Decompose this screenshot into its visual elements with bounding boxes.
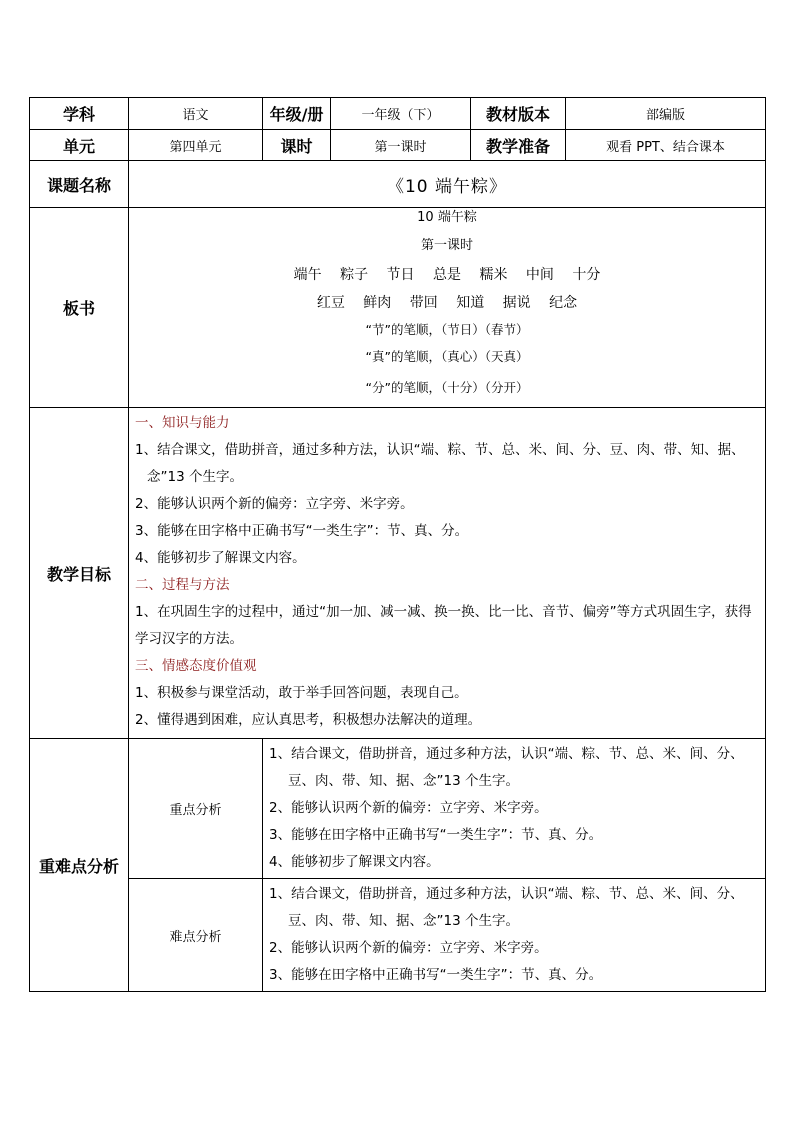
board-row: [30, 208, 766, 408]
header-row-2: [30, 130, 766, 161]
lesson-title-row: [30, 161, 766, 208]
analysis-difficulty-row: [30, 879, 766, 992]
edition-value: 部编版: [566, 98, 766, 130]
prep-value: 观看 PPT、结合课本: [566, 130, 766, 161]
board-stroke-line-1: “节”的笔顺，（节日）（春节）: [365, 322, 529, 337]
analysis-label: 重难点分析: [30, 739, 129, 992]
prep-label: 教学准备: [471, 130, 566, 161]
grade-label: 年级/册: [263, 98, 331, 130]
board-title: 10 端午粽: [417, 210, 477, 225]
goal-knowledge-1: 1、结合课文，借助拼音，通过多种方法，认识“端、粽、节、总、米、间、分、豆、肉、带、知、据、念”13 个生字。: [135, 442, 745, 485]
goals-row: [30, 408, 766, 739]
goals-section-emotion: 三、情感态度价值观: [135, 658, 257, 674]
goals-section-knowledge: 一、知识与能力: [135, 415, 230, 431]
goal-knowledge-4: 4、能够初步了解课文内容。: [135, 550, 306, 566]
goals-content: [129, 408, 766, 739]
goal-knowledge-2: 2、能够认识两个新的偏旁：立字旁、米字旁。: [135, 496, 414, 512]
lesson-title-value: 《10 端午粽》: [129, 161, 766, 208]
goals-section-process: 二、过程与方法: [135, 577, 230, 593]
key-point-2: 2、能够认识两个新的偏旁：立字旁、米字旁。: [269, 800, 548, 816]
unit-label: 单元: [30, 130, 129, 161]
board-stroke-line-3: “分”的笔顺，（十分）（分开）: [365, 380, 529, 395]
goals-label: 教学目标: [30, 408, 129, 739]
lesson-plan-table: [29, 97, 766, 992]
goal-emotion-2: 2、懂得遇到困难，应认真思考，积极想办法解决的道理。: [135, 712, 482, 728]
board-stroke-line-2: “真”的笔顺，（真心）（天真）: [365, 349, 529, 364]
grade-value: 一年级（下）: [331, 98, 471, 130]
key-point-4: 4、能够初步了解课文内容。: [269, 854, 440, 870]
subject-label: 学科: [30, 98, 129, 130]
board-vocab-line-2: 红豆 鲜肉 带回 知道 据说 纪念: [316, 295, 578, 311]
subject-value: 语文: [129, 98, 263, 130]
difficulty-point-3: 3、能够在田字格中正确书写“一类生字”：节、真、分。: [269, 967, 603, 983]
edition-label: 教材版本: [471, 98, 566, 130]
board-label: 板书: [30, 208, 129, 408]
key-point-3: 3、能够在田字格中正确书写“一类生字”：节、真、分。: [269, 827, 603, 843]
board-vocab-line-1: 端午 粽子 节日 总是 糯米 中间 十分: [293, 267, 601, 283]
key-analysis-content: [263, 739, 766, 879]
difficulty-analysis-content: [263, 879, 766, 992]
goal-emotion-1: 1、积极参与课堂活动，敢于举手回答问题，表现自己。: [135, 685, 468, 701]
goal-knowledge-3: 3、能够在田字格中正确书写“一类生字”：节、真、分。: [135, 523, 469, 539]
difficulty-point-2: 2、能够认识两个新的偏旁：立字旁、米字旁。: [269, 940, 548, 956]
unit-value: 第四单元: [129, 130, 263, 161]
period-label: 课时: [263, 130, 331, 161]
period-value: 第一课时: [331, 130, 471, 161]
board-period: 第一课时: [420, 238, 473, 253]
goal-process-1: 1、在巩固生字的过程中，通过“加一加、减一减、换一换、比一比、音节、偏旁”等方式巩固生字，获得学习汉字的方法。: [135, 604, 752, 647]
analysis-key-row: [30, 739, 766, 879]
board-content: [129, 208, 766, 408]
key-point-1: 1、结合课文，借助拼音，通过多种方法，认识“端、粽、节、总、米、间、分、豆、肉、带、知、据、念”13 个生字。: [269, 746, 744, 789]
difficulty-analysis-label: 难点分析: [129, 879, 263, 992]
lesson-title-label: 课题名称: [30, 161, 129, 208]
key-analysis-label: 重点分析: [129, 739, 263, 879]
difficulty-point-1: 1、结合课文，借助拼音，通过多种方法，认识“端、粽、节、总、米、间、分、豆、肉、带、知、据、念”13 个生字。: [269, 886, 744, 929]
header-row-1: [30, 98, 766, 130]
